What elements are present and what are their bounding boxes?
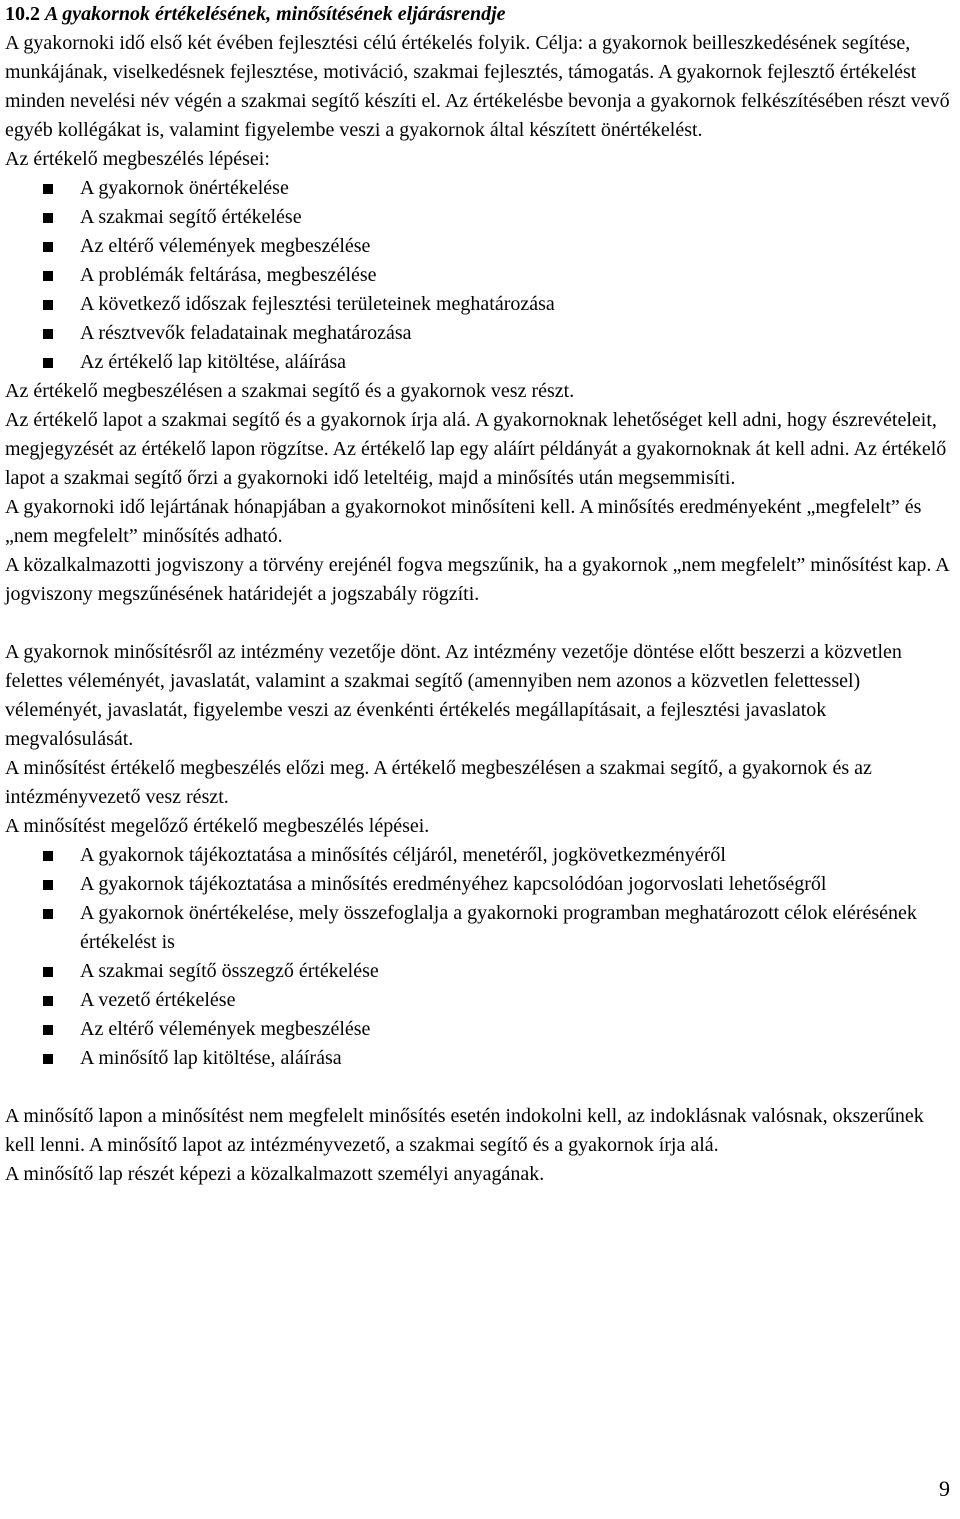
termination-paragraph: A közalkalmazotti jogviszony a törvény erejénél fogva megszűnik, ha a gyakornok „nem megfelelt” minősítést kap. A jogviszony megszűnésének határidejét a jogszabály rögzíti. (5, 554, 949, 605)
bullet-square-icon (43, 851, 53, 861)
section-title: A gyakornok értékelésének, minősítésének eljárásrendje (45, 3, 506, 25)
bullet-square-icon (43, 213, 53, 223)
bullet-square-icon (43, 880, 53, 890)
bullet-square-icon (43, 996, 53, 1006)
personnel-file-paragraph: A minősítő lap részét képezi a közalkalmazott személyi anyagának. (5, 1163, 545, 1185)
intro-paragraph: A gyakornoki idő első két évében fejlesztési célú értékelés folyik. Célja: a gyakornok beilleszkedésének segítése, munkájának, viselkedésnek fejlesztése, motiváció, szakmai fejlesztés, támogatás. A gyakornok fejlesztő értékelést minden nevelési név végén a szakmai segítő készíti el. Az értékelésbe bevonja a gyakornok felkészítésében részt vevő egyéb kollégákat is, valamint figyelembe veszi a gyakornok által készített önértékelést. (5, 32, 950, 141)
page-number: 9 (939, 1476, 950, 1501)
section-heading (5, 0, 955, 29)
list-item: A szakmai segítő összegző értékelése (5, 957, 955, 986)
participants-paragraph: Az értékelő megbeszélésen a szakmai segítő és a gyakornok vesz részt. (5, 380, 575, 402)
list-item: Az eltérő vélemények megbeszélése (5, 1015, 955, 1044)
justification-paragraph: A minősítő lapon a minősítést nem megfelelt minősítés esetén indokolni kell, az indoklásnak valósnak, okszerűnek kell lenni. A minősítő lapot az intézményvezető, a szakmai segítő és a gyakornok írja alá. (5, 1105, 924, 1156)
qualification-meeting-paragraph: A minősítést értékelő megbeszélés előzi meg. A értékelő megbeszélésen a szakmai segítő, a gyakornok és az intézményvezető vesz részt. (5, 757, 872, 808)
list-item: Az eltérő vélemények megbeszélése (5, 232, 955, 261)
list-item: A résztvevők feladatainak meghatározása (5, 319, 955, 348)
list-item: A vezető értékelése (5, 986, 955, 1015)
section-number: 10.2 (5, 3, 40, 25)
list-item: A szakmai segítő értékelése (5, 203, 955, 232)
list-item: A problémák feltárása, megbeszélése (5, 261, 955, 290)
director-decision-paragraph: A gyakornok minősítésről az intézmény vezetője dönt. Az intézmény vezetője döntése előtt beszerzi a közvetlen felettes véleményét, javaslatát, valamint a szakmai segítő (amennyiben nem azonos a közvetlen felettessel) véleményét, javaslatát, figyelembe veszi az évenkénti értékelés megállapításait, a fejlesztési javaslatok megvalósulását. (5, 641, 902, 750)
bullet-square-icon (43, 300, 53, 310)
qualification-steps-title: A minősítést megelőző értékelő megbeszélés lépései. (5, 815, 430, 837)
list-item: A minősítő lap kitöltése, aláírása (5, 1044, 955, 1073)
list-item: A gyakornok önértékelése, mely összefoglalja a gyakornoki programban meghatározott célok elérésének értékelést is (5, 899, 955, 957)
bullet-square-icon (43, 967, 53, 977)
qualification-steps-list (5, 841, 955, 1073)
bullet-square-icon (43, 1025, 53, 1035)
bullet-square-icon (43, 184, 53, 194)
list-item: A következő időszak fejlesztési területeinek meghatározása (5, 290, 955, 319)
qualification-paragraph: A gyakornoki idő lejártának hónapjában a gyakornokot minősíteni kell. A minősítés eredményeként „megfelelt” és „nem megfelelt” minősítés adható. (5, 496, 922, 547)
bullet-square-icon (43, 909, 53, 919)
bullet-square-icon (43, 1054, 53, 1064)
spacer (5, 1073, 955, 1102)
document-page (5, 0, 955, 1189)
spacer (5, 609, 955, 638)
steps-title: Az értékelő megbeszélés lépései: (5, 148, 270, 170)
bullet-square-icon (43, 358, 53, 368)
list-item: A gyakornok tájékoztatása a minősítés céljáról, menetéről, jogkövetkezményéről (5, 841, 955, 870)
bullet-square-icon (43, 271, 53, 281)
evaluation-steps-list (5, 174, 955, 377)
bullet-square-icon (43, 329, 53, 339)
list-item: Az értékelő lap kitöltése, aláírása (5, 348, 955, 377)
signature-paragraph: Az értékelő lapot a szakmai segítő és a gyakornok írja alá. A gyakornoknak lehetőséget kell adni, hogy észrevételeit, megjegyzését az értékelő lapon rögzítse. Az értékelő lap egy aláírt példányát a gyakornoknak át kell adni. Az értékelő lapot a szakmai segítő őrzi a gyakornoki idő leteltéig, majd a minősítés után megsemmisíti. (5, 409, 947, 489)
list-item: A gyakornok önértékelése (5, 174, 955, 203)
bullet-square-icon (43, 242, 53, 252)
list-item: A gyakornok tájékoztatása a minősítés eredményéhez kapcsolódóan jogorvoslati lehetőségről (5, 870, 955, 899)
